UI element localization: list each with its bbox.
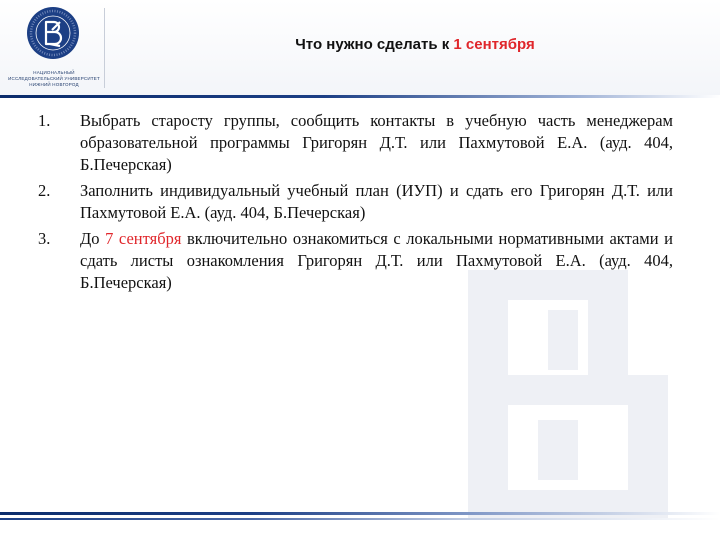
list-item [38,228,673,294]
item-number: 1. [38,111,51,130]
item-text: Выбрать старосту группы, сообщить контакты в учебную часть менеджерам образовательной программы Григорян Д.Т. или Пахмутовой Е.А. (ауд. 404, Б.Печерская) [80,111,673,174]
header-rule [0,95,720,98]
item-text [80,228,673,294]
title-prefix: Что нужно сделать к [295,36,454,53]
footer-rule-top [0,512,720,515]
list-item [38,180,673,224]
footer-rule-bottom [0,518,720,520]
list-item [38,110,673,176]
item-text: Заполнить индивидуальный учебный план (ИУП) и сдать его Григорян Д.Т. или Пахмутовой Е.А. (ауд. 404, Б.Печерская) [80,181,673,222]
item-text-end: включительно ознакомиться с локальными нормативными актами и сдать листы ознакомления Григорян Д.Т. или Пахмутовой Е.А. (ауд. 404, Б.Печерская) [80,229,673,292]
item-number: 3. [38,229,51,248]
hse-logo-icon [26,6,80,60]
title-accent: 1 сентября [453,36,535,53]
logo-caption: НАЦИОНАЛЬНЫЙ ИССЛЕДОВАТЕЛЬСКИЙ УНИВЕРСИТЕТ НИЖНИЙ НОВГОРОД [8,70,100,87]
slide-header [0,0,720,96]
header-divider [104,8,105,88]
item-text-start: До [80,229,106,248]
logo [8,6,100,90]
task-list [38,110,673,298]
deadline-highlight: 7 сентября [105,229,182,248]
page-title [110,36,720,53]
item-number: 2. [38,181,51,200]
